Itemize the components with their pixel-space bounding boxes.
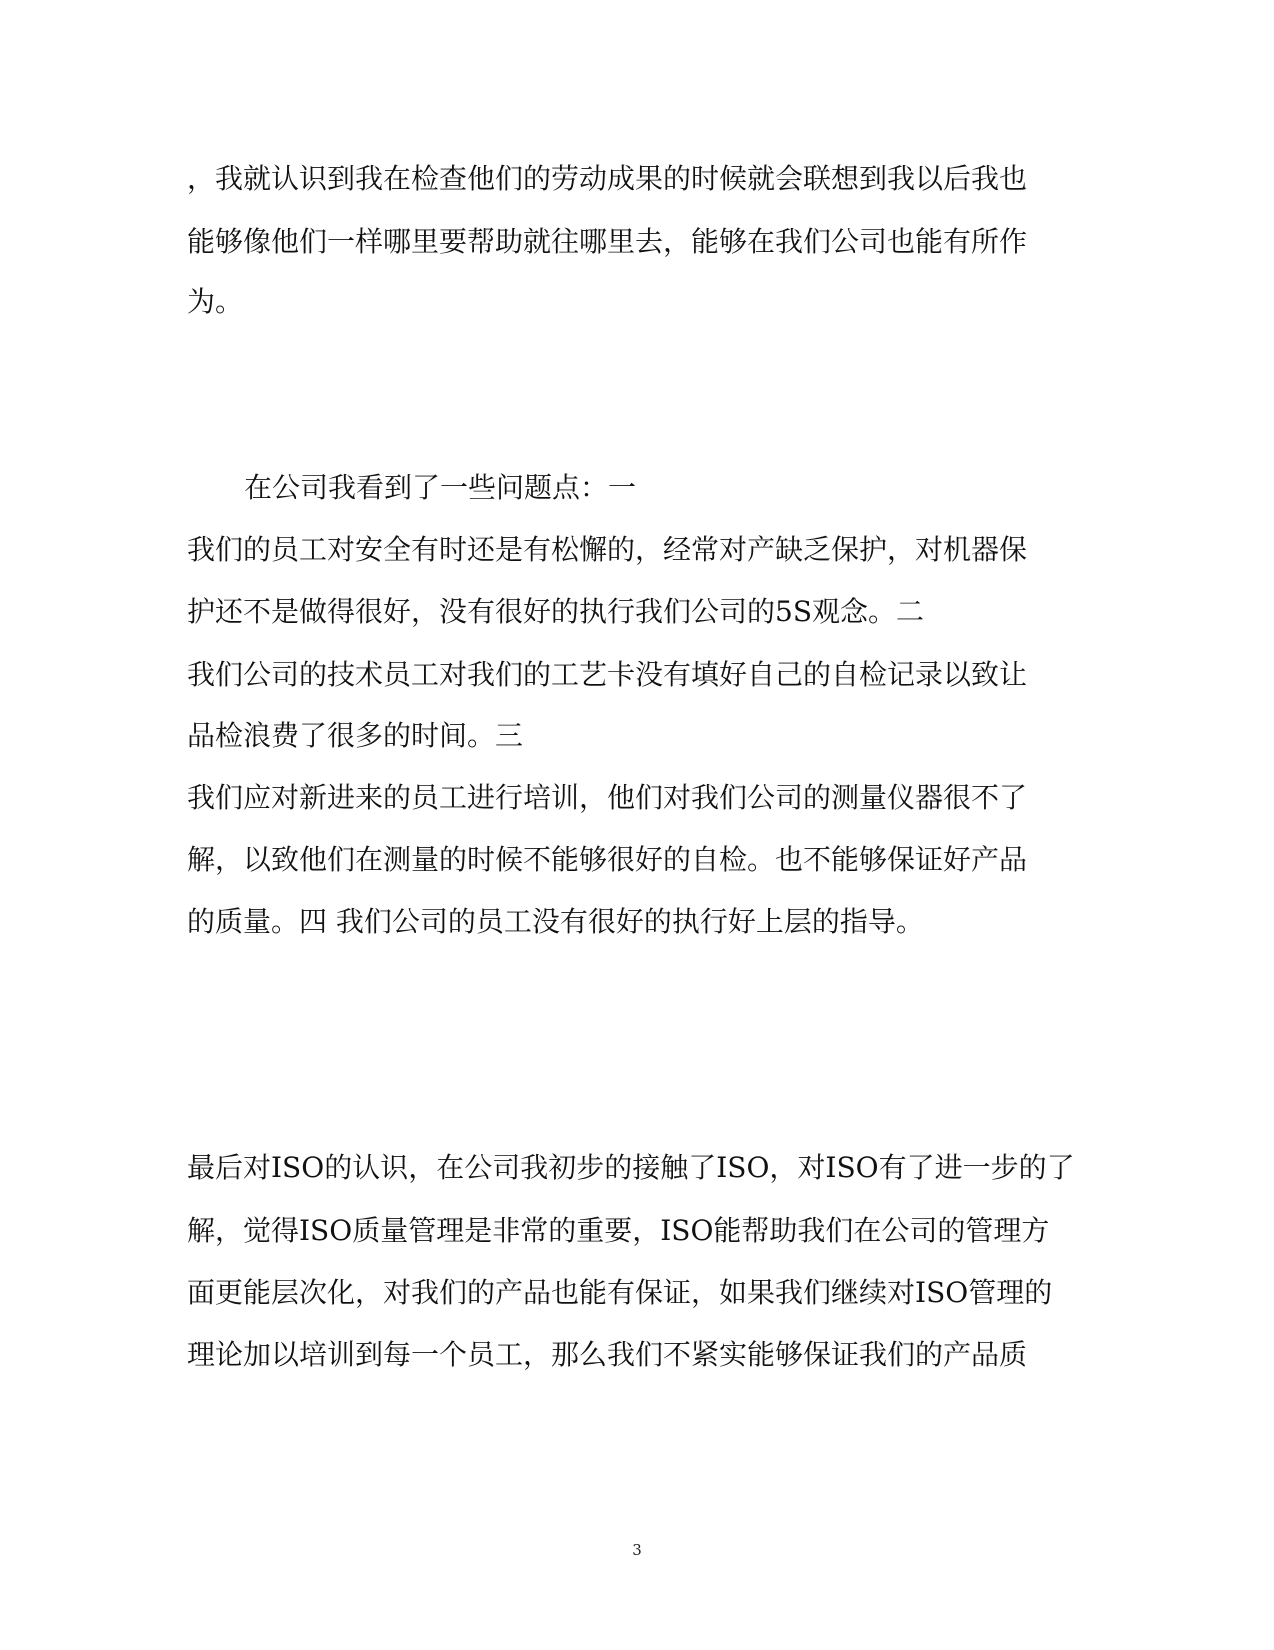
page-number: 3 [632,1541,642,1559]
text-line: 面更能层次化，对我们的产品也能有保证，如果我们继续对ISO管理的 [187,1276,1053,1309]
text-line: 的质量。四 我们公司的员工没有很好的执行好上层的指导。 [187,905,924,938]
text-line: 品检浪费了很多的时间。三 [187,719,524,752]
text-line: 能够像他们一样哪里要帮助就往哪里去，能够在我们公司也能有所作 [187,225,1028,258]
text-line: 为。 [187,285,244,318]
text-line: 解，觉得ISO质量管理是非常的重要，ISO能帮助我们在公司的管理方 [187,1214,1050,1247]
text-line: 理论加以培训到每一个员工，那么我们不紧实能够保证我们的产品质 [187,1338,1028,1371]
text-line: ，我就认识到我在检查他们的劳动成果的时候就会联想到我以后我也 [187,162,1028,195]
text-line: 我们应对新进来的员工进行培训，他们对我们公司的测量仪器很不了 [187,781,1028,814]
text-line: 最后对ISO的认识，在公司我初步的接触了ISO，对ISO有了进一步的了 [187,1151,1075,1184]
text-line: 解，以致他们在测量的时候不能够很好的自检。也不能够保证好产品 [187,843,1028,876]
text-line: 护还不是做得很好，没有很好的执行我们公司的5S观念。二 [187,595,924,628]
text-line: 我们的员工对安全有时还是有松懈的，经常对产缺乏保护，对机器保 [187,533,1028,566]
text-line: 在公司我看到了一些问题点：一 [244,471,637,504]
text-line: 我们公司的技术员工对我们的工艺卡没有填好自己的自检记录以致让 [187,658,1028,691]
